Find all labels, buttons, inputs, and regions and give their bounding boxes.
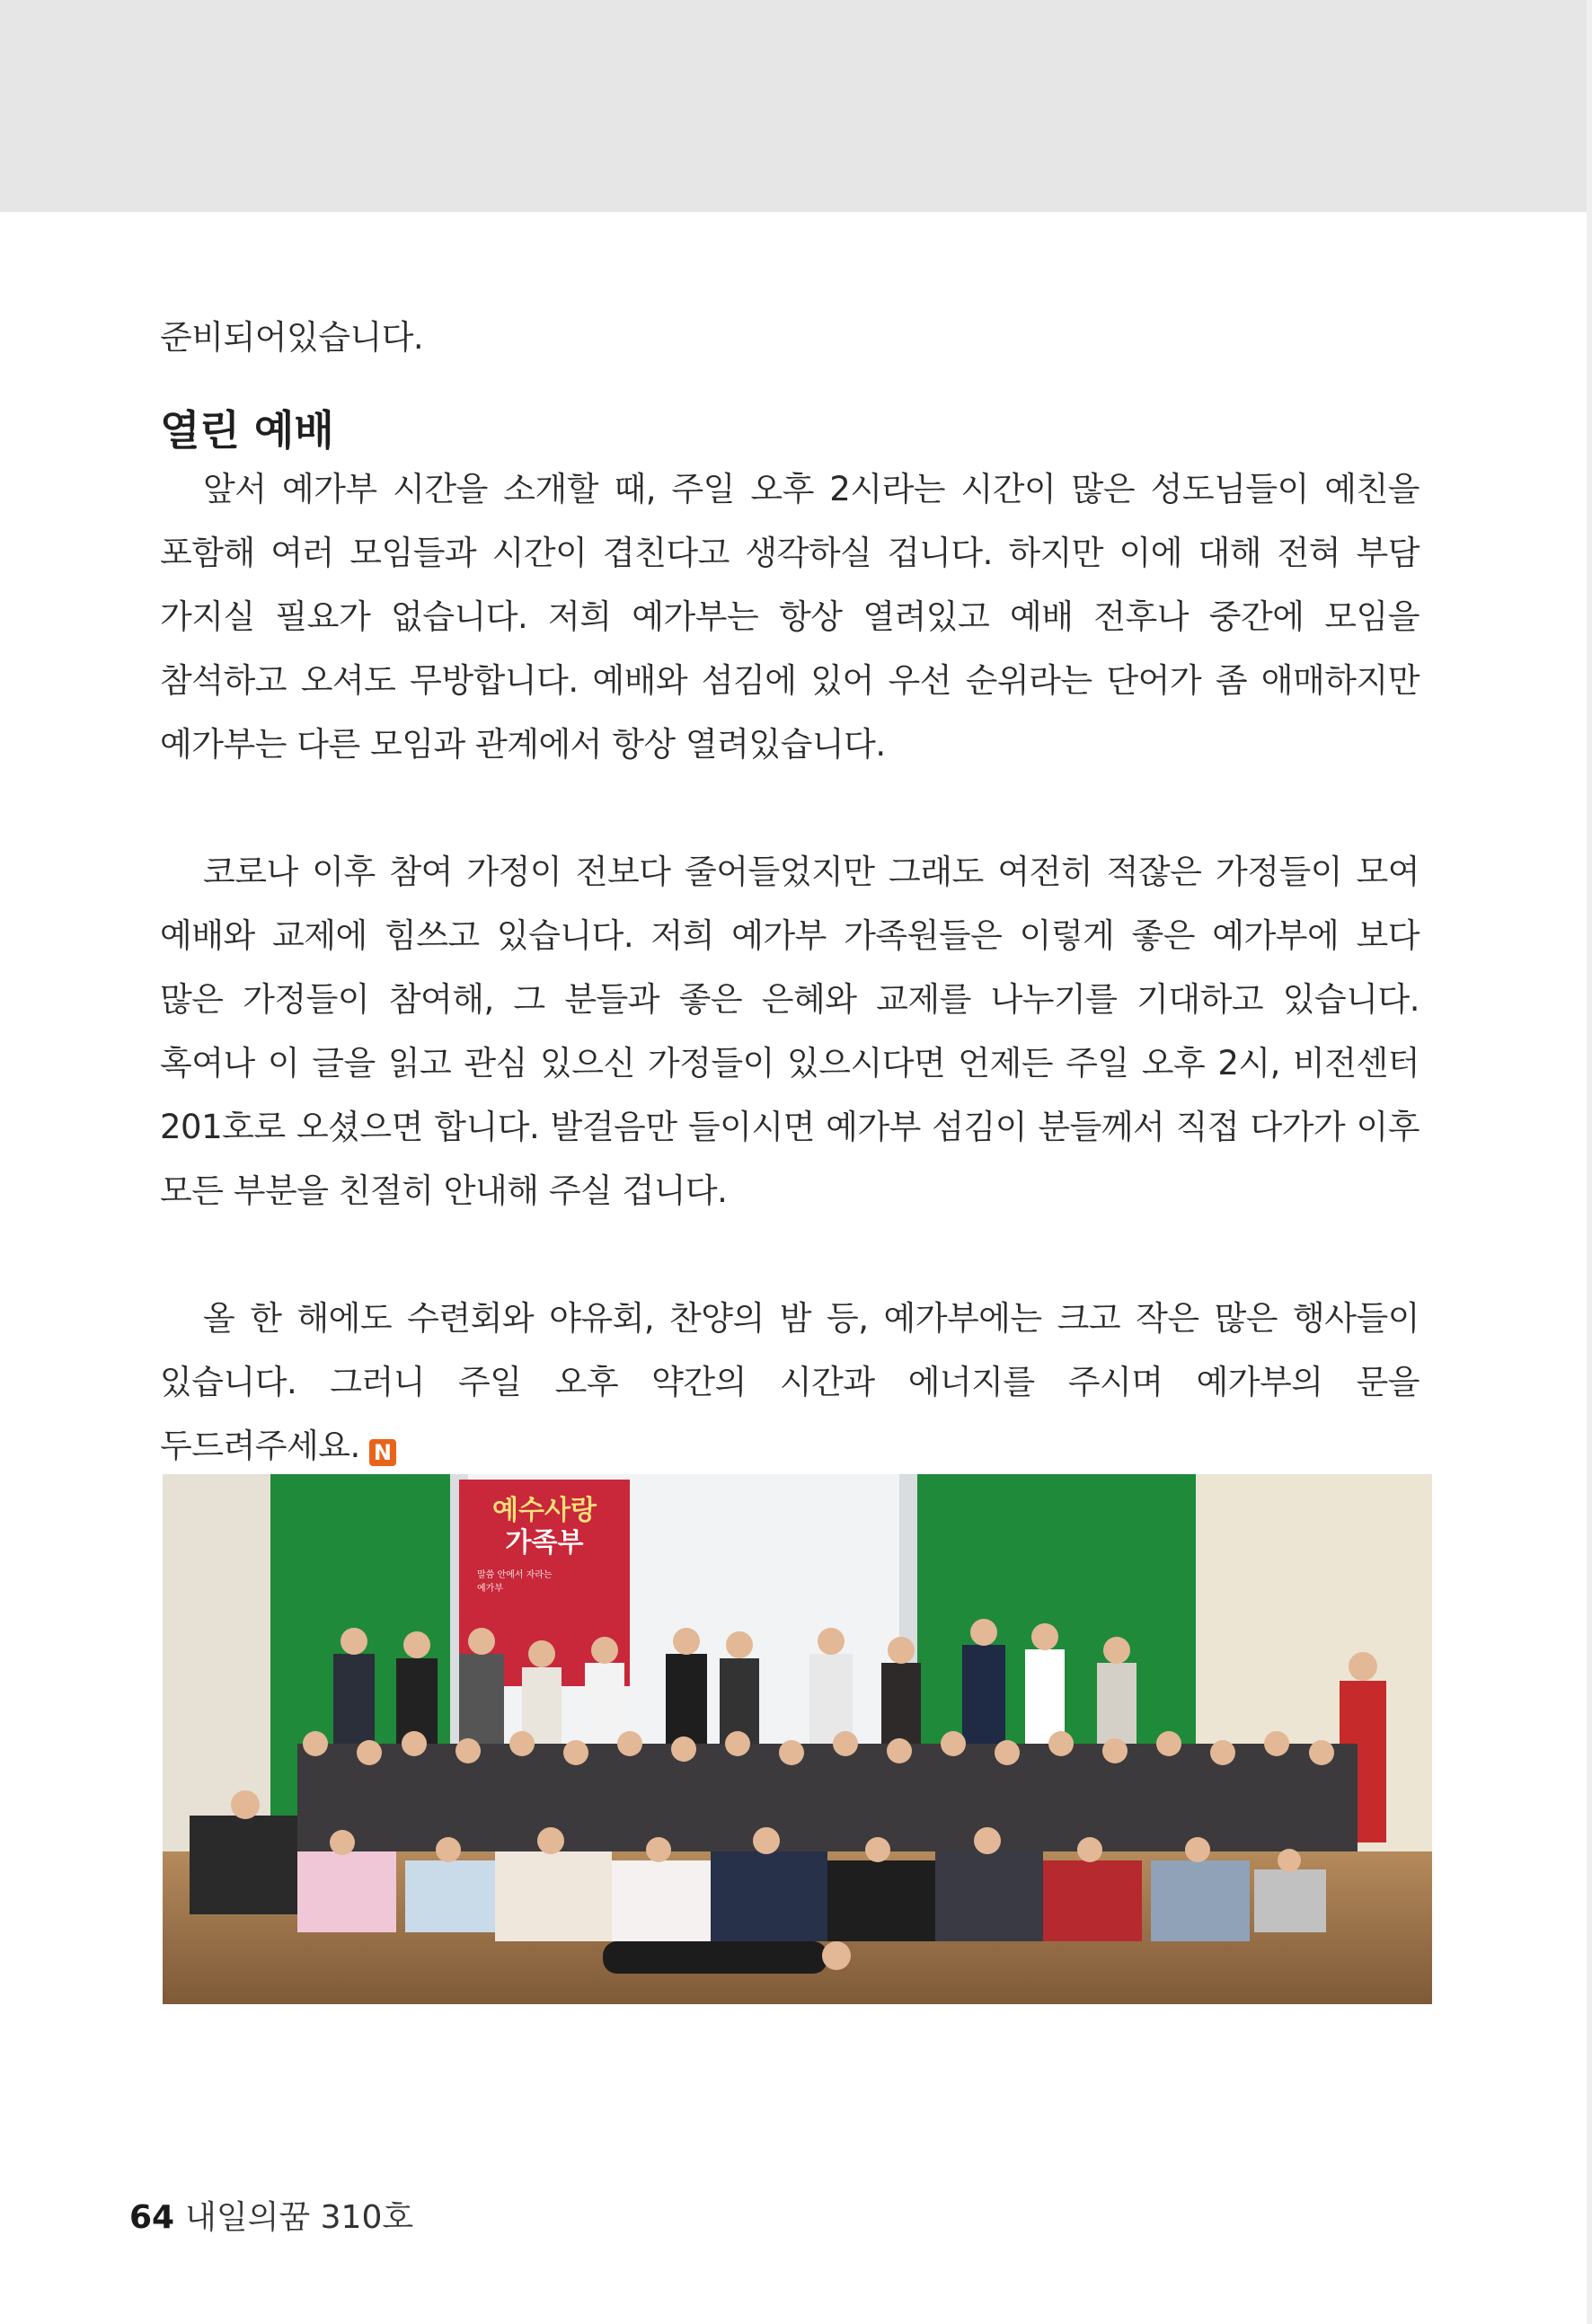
end-mark-icon: N xyxy=(369,1439,396,1466)
page-edge xyxy=(1587,0,1592,2324)
intro-line: 준비되어있습니다. xyxy=(160,318,424,357)
paragraph-3-text: 올 한 해에도 수련회와 야유회, 찬양의 밤 등, 예가부에는 크고 작은 많은 행사들이 있습니다. 그러니 주일 오후 약간의 시간과 에너지를 주시며 예가부의 문을 두드려주세요. xyxy=(160,1299,1420,1465)
paragraph-1: 앞서 예가부 시간을 소개할 때, 주일 오후 2시라는 시간이 많은 성도님들이 예친을 포함해 여러 모임들과 시간이 겹친다고 생각하실 겁니다. 하지만 이에 대해 전혀 부담 가지실 필요가 없습니다. 저희 예가부는 항상 열려있고 예배 전후나 중간에 모임을 참석하고 오셔도 무방합니다. 예배와 섬김에 있어 우선 순위라는 단어가 좀 애매하지만 예가부는 다른 모임과 관계에서 항상 열려있습니다. xyxy=(160,470,1420,764)
banner-subtitle-2: 예가부 xyxy=(477,1584,503,1594)
publication-name: 내일의꿈 310호 xyxy=(185,2199,414,2236)
section-heading: 열린 예배 xyxy=(160,406,334,455)
banner-title-2: 가족부 xyxy=(505,1527,584,1559)
banner-title-1: 예수사랑 xyxy=(492,1495,597,1526)
page-footer xyxy=(129,2192,413,2238)
group-photo xyxy=(163,1474,1432,2004)
paragraph-3 xyxy=(160,1286,1420,1478)
header-band xyxy=(0,0,1592,212)
article-body xyxy=(160,305,1420,1478)
paragraph-2: 코로나 이후 참여 가정이 전보다 줄어들었지만 그래도 여전히 적잖은 가정들이 모여 예배와 교제에 힘쓰고 있습니다. 저희 예가부 가족원들은 이렇게 좋은 예가부에 보다 많은 가정들이 참여해, 그 분들과 좋은 은혜와 교제를 나누기를 기대하고 있습니다. 혹여나 이 글을 읽고 관심 있으신 가정들이 있으시다면 언제든 주일 오후 2시, 비전센터 201호로 오셨으면 합니다. 발걸음만 들이시면 예가부 섬김이 분들께서 직접 다가가 이후 모든 부분을 친절히 안내해 주실 겁니다. xyxy=(160,853,1420,1210)
page-number: 64 xyxy=(129,2199,175,2236)
banner-subtitle-1: 말씀 안에서 자라는 xyxy=(477,1570,553,1580)
